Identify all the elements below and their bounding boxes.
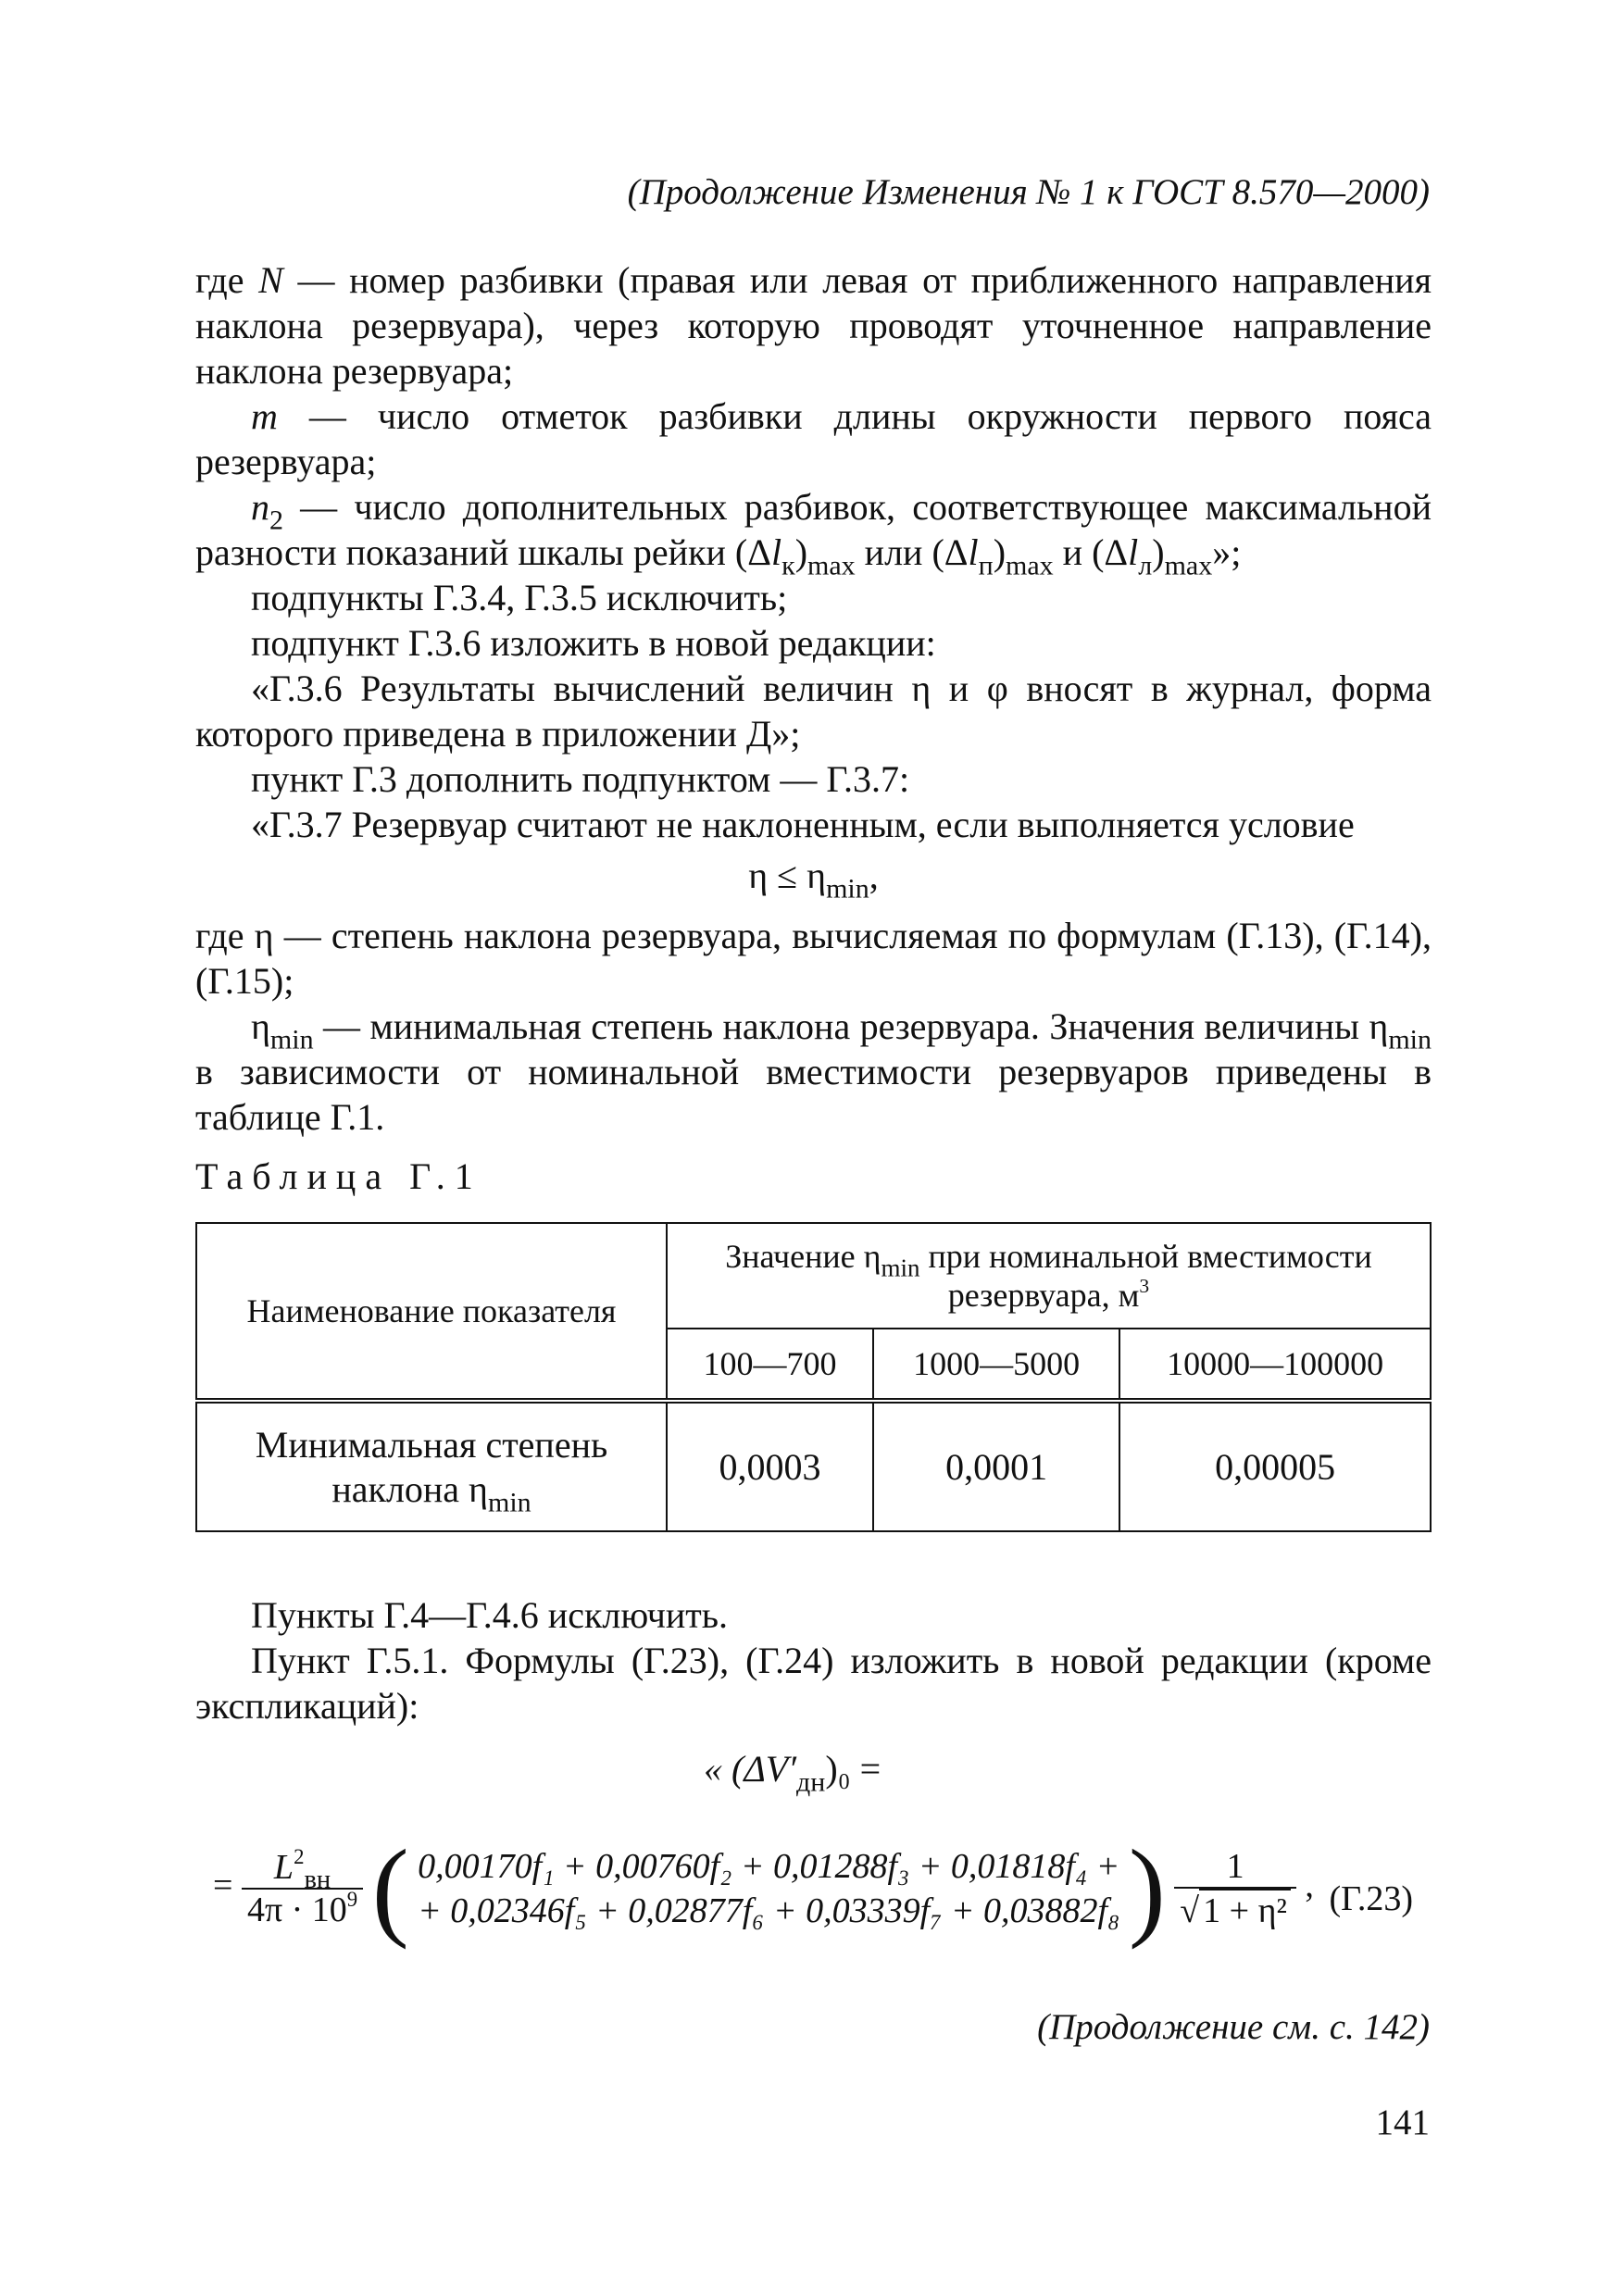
formula-bracket-body: 0,00170f₁ + 0,00760f₂ + 0,01288f₃ + 0,01818f₄ + + 0,02346f₅ + 0,02877f₆ + 0,03339f₇ + 0,03882f₈ (418, 1847, 1120, 1930)
table-col-header: 100—700 (667, 1329, 873, 1401)
table-caption: Таблица Г.1 (195, 1155, 482, 1197)
paragraph-new-edition: подпункт Г.3.6 изложить в новой редакции: (251, 622, 936, 664)
formula-fraction-left: $\frac{L^2_{вн}}{4\pi \cdot 10^9}$ (242, 1847, 363, 1930)
paragraph-g36: «Г.3.6 Результаты вычислений величин η и φ вносят в журнал, форма которого приведена в приложении Д»; (195, 668, 1432, 755)
condition-formula: $\eta \le \eta_{min}$, (748, 855, 879, 905)
continuation-note: (Продолжение см. с. 142) (1037, 2007, 1430, 2047)
table-col-header: 10000—100000 (1119, 1329, 1431, 1401)
formula-equals: = (213, 1866, 233, 1905)
paragraph-exclude: подпункты Г.3.4, Г.3.5 исключить; (251, 577, 788, 618)
table-col-header: 1000—5000 (873, 1329, 1119, 1401)
page-number: 141 (1375, 2103, 1430, 2142)
paragraph-eta-min: $\eta_{min}$ — минимальная степень наклона резервуара. Значения величины $\eta_{min}$ в зависимости от номинальной вместимости резервуаров приведены в таблице Г.1. (195, 1005, 1432, 1138)
body-text (195, 257, 1432, 1140)
equation-number: (Г.23) (1329, 1879, 1413, 1918)
table-cell: 0,00005 (1119, 1401, 1431, 1531)
after-table-text (195, 1592, 1432, 1728)
left-paren: ( (371, 1827, 409, 1950)
table-group-header: Значение $\eta_{min}$ при номинальной вместимости резервуара, $м^3$ (667, 1223, 1431, 1329)
table-cell: 0,0003 (667, 1401, 873, 1531)
paragraph-g51: Пункт Г.5.1. Формулы (Г.23), (Г.24) изложить в новой редакции (кроме экспликаций): (195, 1640, 1432, 1727)
table-cell: 0,0001 (873, 1401, 1119, 1531)
paragraph-n2: $n_2$ — число дополнительных разбивок, соответствующее максимальной разности показаний шкалы рейки $(\Delta l_к)_{max}$ или $(\Delta l_п)_{max}$ и $(\Delta l_л)_{max}$»; (195, 486, 1432, 581)
right-paren: ) (1128, 1827, 1166, 1950)
paragraph-n: где N — номер разбивки (правая или левая от приближенного направления наклона резервуара), через которую проводят уточненное направление наклона резервуара; (195, 259, 1432, 392)
paragraph-g4-exclude: Пункты Г.4—Г.4.6 исключить. (251, 1594, 728, 1636)
paragraph-eta: где η — степень наклона резервуара, вычисляемая по формулам (Г.13), (Г.14), (Г.15); (195, 915, 1432, 1002)
table-row-label: Минимальная степень наклона $\eta_{min}$ (196, 1401, 667, 1531)
formula-fraction-right: $\frac{1}{\text{√ 1 + η²}}$ (1174, 1846, 1296, 1931)
running-header: (Продолжение Изменения № 1 к ГОСТ 8.570—2000) (627, 172, 1430, 212)
paragraph-g3-add: пункт Г.3 дополнить подпунктом — Г.3.7: (251, 758, 910, 800)
table-g1 (195, 1222, 1432, 1532)
formula-lead: « $(\Delta V'_{дн})_0$ = (704, 1748, 882, 1798)
paragraph-m: m — число отметок разбивки длины окружности первого пояса резервуара; (195, 395, 1432, 482)
paragraph-g37: «Г.3.7 Резервуар считают не наклоненным, если выполняется условие (251, 804, 1355, 845)
table-header-name: Наименование показателя (196, 1223, 667, 1401)
formula-g23: = $\frac{L^2_{вн}}{4\pi \cdot 10^9}$ ( 0,00170f₁ + 0,00760f₂ + 0,01288f₃ + 0,01818f₄ + + 0,02346f₅ + 0,02877f₆ + 0,03339f₇ + 0,03882f₈ ) $\frac{1}{\text{√ 1 + η²}}$ , (Г.23) (213, 1827, 1413, 1950)
